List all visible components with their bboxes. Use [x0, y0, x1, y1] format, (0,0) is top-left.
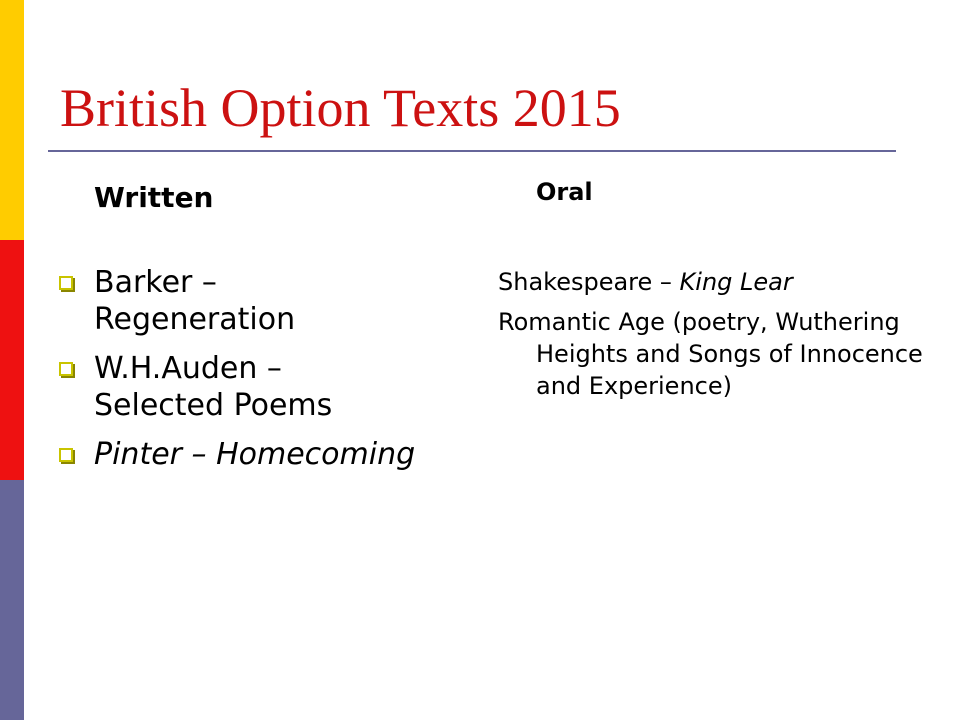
oral-column — [498, 174, 928, 402]
list-item-text: Pinter – Homecoming — [94, 437, 416, 472]
written-heading: Written — [94, 181, 214, 214]
slide-title: British Option Texts 2015 — [60, 78, 621, 138]
oral-heading: Oral — [536, 178, 593, 206]
oral-item-work: King Lear — [679, 268, 793, 296]
written-text-list — [58, 264, 418, 473]
side-bar-red-segment — [0, 240, 24, 480]
list-item-text: Barker – Regeneration — [94, 265, 296, 337]
written-column — [58, 178, 418, 485]
hollow-square-bullet-icon — [59, 362, 73, 376]
side-bar-yellow-segment — [0, 0, 24, 240]
oral-item: Romantic Age (poetry, Wuthering Heights and Songs of Innocence and Experience) — [498, 308, 923, 400]
title-divider — [48, 150, 896, 152]
oral-item-author: Shakespeare – — [498, 268, 680, 296]
hollow-square-bullet-icon — [59, 276, 73, 290]
side-bar-slate-segment — [0, 480, 24, 720]
hollow-square-bullet-icon — [59, 448, 73, 462]
list-item — [58, 264, 418, 338]
oral-item — [498, 266, 928, 298]
list-item — [58, 436, 418, 473]
side-color-bar — [0, 0, 24, 720]
list-item — [58, 350, 418, 424]
list-item-text: W.H.Auden – Selected Poems — [94, 351, 333, 423]
